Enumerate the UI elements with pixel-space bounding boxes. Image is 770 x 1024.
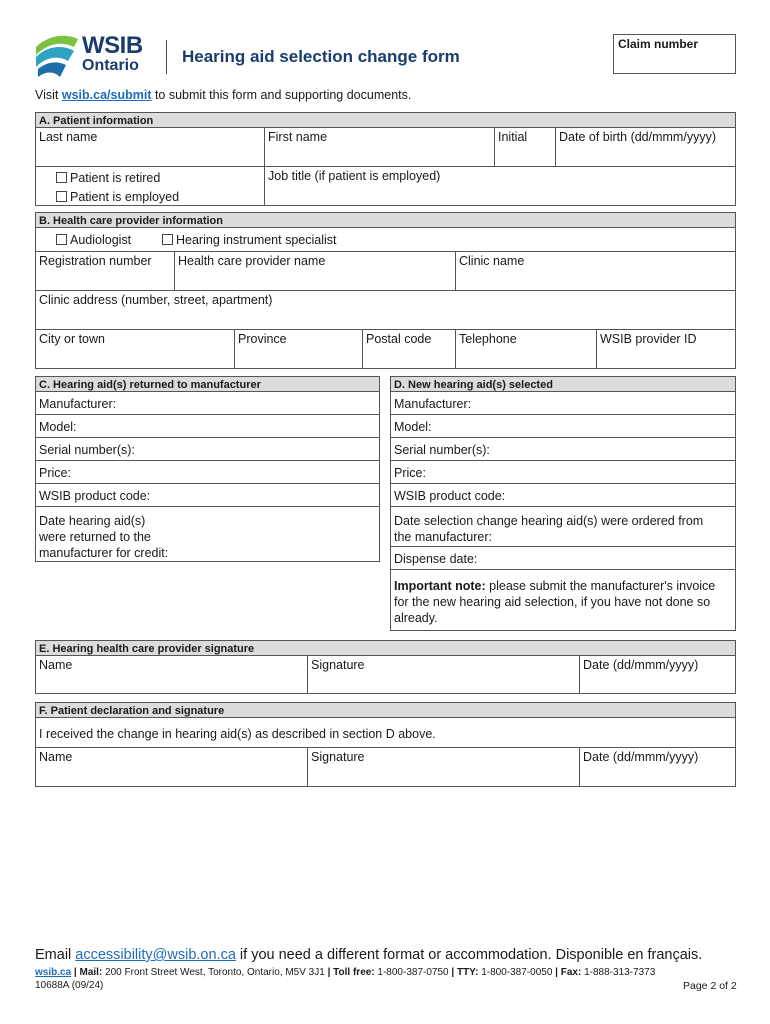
- wsib-logo: [34, 33, 154, 79]
- initial-label: Initial: [498, 130, 528, 144]
- c-model-field[interactable]: [35, 414, 380, 438]
- fax-value: 1-888-313-7373: [581, 967, 656, 978]
- e-signature-label: Signature: [311, 658, 365, 672]
- tollfree-label: Toll free:: [333, 967, 375, 978]
- retired-option[interactable]: [56, 171, 160, 185]
- footer-accessibility: [35, 947, 702, 963]
- e-signature-field[interactable]: [307, 655, 580, 694]
- c-price-label: Price:: [39, 466, 71, 480]
- mail-label: Mail:: [79, 967, 103, 978]
- province-field[interactable]: [234, 329, 363, 369]
- c-returned-date-field[interactable]: [35, 506, 380, 562]
- important-note: [394, 578, 715, 626]
- mail-value: 200 Front Street West, Toronto, Ontario, M5V 3J1: [102, 967, 328, 978]
- province-label: Province: [238, 332, 287, 346]
- e-name-label: Name: [39, 658, 73, 672]
- provider-type-row: [35, 227, 736, 251]
- d-manufacturer-label: Manufacturer:: [394, 397, 472, 411]
- employed-option[interactable]: [56, 190, 179, 204]
- important-note-line1: please submit the manufacturer's invoice: [485, 579, 716, 593]
- provider-name-field[interactable]: [174, 251, 456, 291]
- registration-label: Registration number: [39, 254, 152, 268]
- f-name-field[interactable]: [35, 747, 308, 787]
- audiologist-checkbox[interactable]: [56, 234, 67, 245]
- logo-subtitle: Ontario: [82, 57, 139, 74]
- c-returned-line2: were returned to the: [39, 530, 151, 544]
- intro-prefix: Visit: [35, 88, 62, 102]
- f-signature-label: Signature: [311, 750, 365, 764]
- section-a-header: A. Patient information: [35, 112, 736, 128]
- form-code: 10688A (09/24): [35, 980, 104, 991]
- d-product-code-field[interactable]: [390, 483, 736, 507]
- d-ordered-line1: Date selection change hearing aid(s) were ordered from: [394, 514, 704, 528]
- section-f-header: F. Patient declaration and signature: [35, 702, 736, 718]
- submit-link[interactable]: wsib.ca/submit: [61, 88, 152, 102]
- clinic-address-field[interactable]: [35, 290, 736, 330]
- section-c-header: C. Hearing aid(s) returned to manufacturer: [35, 376, 380, 392]
- c-product-code-field[interactable]: [35, 483, 380, 507]
- d-price-label: Price:: [394, 466, 426, 480]
- audiologist-label: Audiologist: [70, 233, 132, 247]
- his-option[interactable]: [162, 233, 337, 247]
- registration-field[interactable]: [35, 251, 175, 291]
- employed-label: Patient is employed: [70, 190, 180, 204]
- first-name-field[interactable]: [264, 127, 495, 167]
- section-b-header: B. Health care provider information: [35, 212, 736, 228]
- tollfree-value: 1-800-387-0750: [374, 967, 452, 978]
- header-divider: [166, 40, 167, 74]
- important-note-line3: already.: [394, 611, 438, 625]
- section-e-header: E. Hearing health care provider signature: [35, 640, 736, 656]
- f-date-field[interactable]: [579, 747, 736, 787]
- c-returned-line1: Date hearing aid(s): [39, 514, 146, 528]
- fax-label: Fax:: [560, 967, 582, 978]
- f-signature-field[interactable]: [307, 747, 580, 787]
- d-ordered-date-label: [394, 513, 703, 545]
- d-manufacturer-field[interactable]: [390, 391, 736, 415]
- dispense-date-label: Dispense date:: [394, 552, 478, 566]
- provider-id-label: WSIB provider ID: [600, 332, 697, 346]
- telephone-field[interactable]: [455, 329, 597, 369]
- intro-text: [35, 88, 411, 102]
- his-checkbox[interactable]: [162, 234, 173, 245]
- c-returned-date-label: [39, 513, 168, 561]
- job-title-label: Job title (if patient is employed): [268, 169, 441, 183]
- intro-suffix: to submit this form and supporting documents.: [151, 88, 412, 102]
- d-model-field[interactable]: [390, 414, 736, 438]
- d-serial-field[interactable]: [390, 437, 736, 461]
- first-name-label: First name: [268, 130, 328, 144]
- claim-number-label: Claim number: [618, 37, 699, 51]
- tty-value: 1-800-387-0050: [478, 967, 556, 978]
- f-name-label: Name: [39, 750, 73, 764]
- e-name-field[interactable]: [35, 655, 308, 694]
- dob-field[interactable]: [555, 127, 736, 167]
- dispense-date-field[interactable]: [390, 546, 736, 570]
- important-note-line2: for the new hearing aid selection, if you have not done so: [394, 595, 711, 609]
- c-serial-field[interactable]: [35, 437, 380, 461]
- c-serial-label: Serial number(s):: [39, 443, 135, 457]
- postal-code-field[interactable]: [362, 329, 456, 369]
- d-price-field[interactable]: [390, 460, 736, 484]
- footer-site-link[interactable]: wsib.ca: [35, 967, 72, 978]
- form-title: Hearing aid selection change form: [182, 47, 460, 66]
- employed-checkbox[interactable]: [56, 191, 67, 202]
- retired-label: Patient is retired: [70, 171, 161, 185]
- important-note-heading: Important note:: [394, 579, 486, 593]
- city-field[interactable]: [35, 329, 235, 369]
- footer-email-prefix: Email: [35, 947, 76, 963]
- dob-label: Date of birth (dd/mmm/yyyy): [559, 130, 716, 144]
- telephone-label: Telephone: [459, 332, 517, 346]
- declaration-row: [35, 717, 736, 748]
- c-product-code-label: WSIB product code:: [39, 489, 151, 503]
- section-d-header: D. New hearing aid(s) selected: [390, 376, 736, 392]
- c-manufacturer-label: Manufacturer:: [39, 397, 117, 411]
- declaration-text: I received the change in hearing aid(s) as described in section D above.: [39, 727, 436, 741]
- provider-id-field[interactable]: [596, 329, 736, 369]
- c-returned-line3: manufacturer for credit:: [39, 546, 169, 560]
- retired-checkbox[interactable]: [56, 172, 67, 183]
- page-number: Page 2 of 2: [683, 980, 737, 992]
- tty-label: TTY:: [456, 967, 479, 978]
- his-label: Hearing instrument specialist: [176, 233, 337, 247]
- clinic-address-label: Clinic address (number, street, apartment): [39, 293, 273, 307]
- e-date-label: Date (dd/mmm/yyyy): [583, 658, 699, 672]
- e-date-field[interactable]: [579, 655, 736, 694]
- provider-name-label: Health care provider name: [178, 254, 326, 268]
- c-model-label: Model:: [39, 420, 77, 434]
- d-serial-label: Serial number(s):: [394, 443, 490, 457]
- city-label: City or town: [39, 332, 105, 346]
- c-price-field[interactable]: [35, 460, 380, 484]
- footer-email-suffix: if you need a different format or accommodation. Disponible en français.: [235, 947, 703, 963]
- postal-code-label: Postal code: [366, 332, 432, 346]
- d-model-label: Model:: [394, 420, 432, 434]
- footer-contact: wsib.ca | Mail: 200 Front Street West, Toronto, Ontario, M5V 3J1 | Toll free: 1-800-387-0750 | TTY: 1-800-387-0050 | Fax: 1-888-313-7373: [35, 967, 656, 978]
- initial-field[interactable]: [494, 127, 556, 167]
- d-product-code-label: WSIB product code:: [394, 489, 506, 503]
- employment-status-cell: [35, 166, 265, 206]
- f-date-label: Date (dd/mmm/yyyy): [583, 750, 699, 764]
- wsib-logo-icon: [34, 33, 80, 79]
- last-name-label: Last name: [39, 130, 98, 144]
- last-name-field[interactable]: [35, 127, 265, 167]
- d-ordered-line2: the manufacturer:: [394, 530, 492, 544]
- audiologist-option[interactable]: [56, 233, 131, 247]
- important-note-box: [390, 569, 736, 631]
- clinic-name-label: Clinic name: [459, 254, 525, 268]
- c-manufacturer-field[interactable]: [35, 391, 380, 415]
- accessibility-email-link[interactable]: accessibility@wsib.on.ca: [75, 947, 236, 963]
- claim-number-field[interactable]: [613, 34, 736, 74]
- logo-wordmark: WSIB: [82, 32, 143, 59]
- clinic-name-field[interactable]: [455, 251, 736, 291]
- job-title-field[interactable]: [264, 166, 736, 206]
- d-ordered-date-field[interactable]: [390, 506, 736, 547]
